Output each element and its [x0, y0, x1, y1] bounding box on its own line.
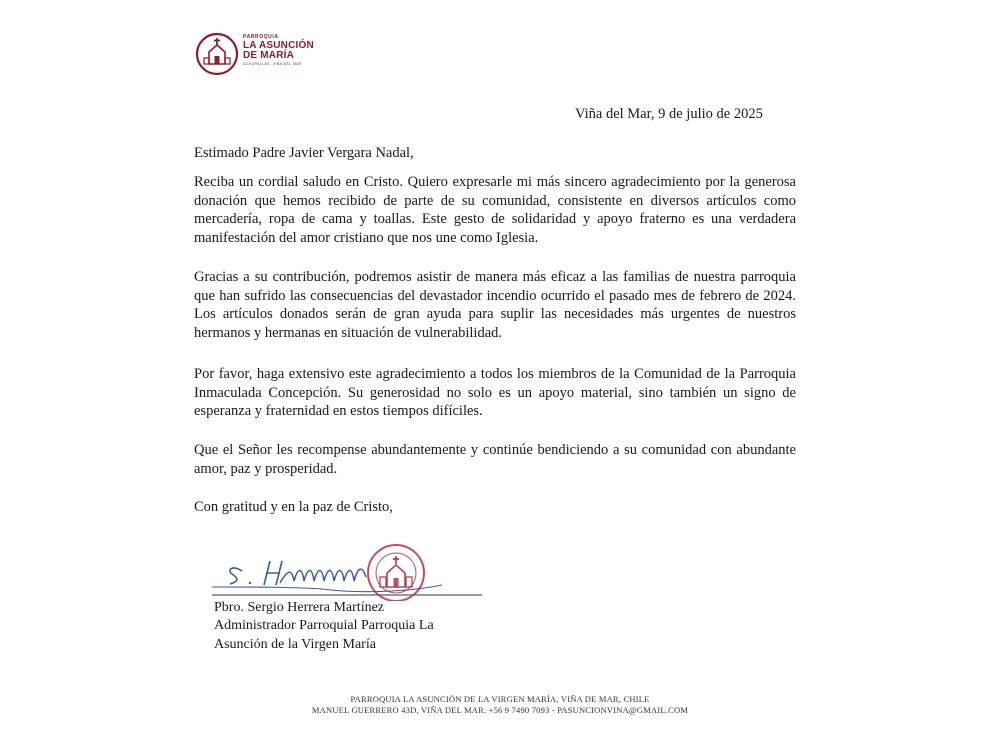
- logo-subtitle: ACHUPALLAS, VIÑA DEL MAR: [243, 62, 302, 66]
- signature-block: [212, 543, 487, 601]
- signer-title-line-1: Administrador Parroquial Parroquia La: [214, 618, 434, 634]
- paragraph-1: Reciba un cordial saludo en Cristo. Quiero expresarle mi más sincero agradecimiento por la generosa donación que hemos recibido de parte de su comunidad, consistente en diversos artículos como mercadería, ropa de cama y toallas. Este gesto de solidaridad y apoyo fraterno es una verdadera manifestación del amor cristiano que nos une como Iglesia.: [194, 174, 796, 247]
- handwritten-signature: [212, 543, 487, 601]
- footer-line-1: PARROQUIA LA ASUNCIÓN DE LA VIRGEN MARÍA, VIÑA DE MAR, CHILE: [350, 694, 650, 704]
- letter-date: Viña del Mar, 9 de julio de 2025: [575, 106, 763, 122]
- signer-name: Pbro. Sergio Herrera Martínez: [214, 600, 385, 615]
- paragraph-3: Por favor, haga extensivo este agradecimiento a todos los miembros de la Comunidad de la Parroquia Inmaculada Concepción. Su generosidad no solo es un apoyo material, sino también un signo de esperanza y fraternidad en estos tiempos difíciles.: [194, 366, 796, 420]
- paragraph-4: Que el Señor les recompense abundantemente y continúe bendiciendo a su comunidad con abundante amor, paz y prosperidad.: [194, 442, 796, 477]
- logo-line-1: LA ASUNCIÓN: [243, 40, 314, 51]
- paragraph-2: Gracias a su contribución, podremos asistir de manera más eficaz a las familias de nuestra parroquia que han sufrido las consecuencias del devastador incendio ocurrido el pasado mes de febrero de 2024. Los artículos donados serán de gran ayuda para suplir las necesidades más urgentes de nuestros hermanos y hermanas en situación de vulnerabilidad.: [194, 269, 796, 342]
- letter-closing: Con gratitud y en la paz de Cristo,: [194, 499, 393, 515]
- church-emblem-icon: [195, 32, 239, 76]
- signer-title-line-2: Asunción de la Virgen María: [214, 636, 376, 652]
- parish-logo: [195, 30, 335, 78]
- logo-small-text: PARROQUIA: [243, 34, 279, 40]
- footer-line-2: MANUEL GUERRERO 43D, VIÑA DEL MAR. +56 9 7490 7093 - PASUNCIONVINA@GMAIL.COM: [311, 705, 689, 715]
- signer-block: [214, 599, 434, 654]
- letter-salutation: Estimado Padre Javier Vergara Nadal,: [194, 145, 414, 161]
- parish-seal-stamp: [368, 545, 424, 601]
- logo-line-2: DE MARÍA: [243, 50, 295, 61]
